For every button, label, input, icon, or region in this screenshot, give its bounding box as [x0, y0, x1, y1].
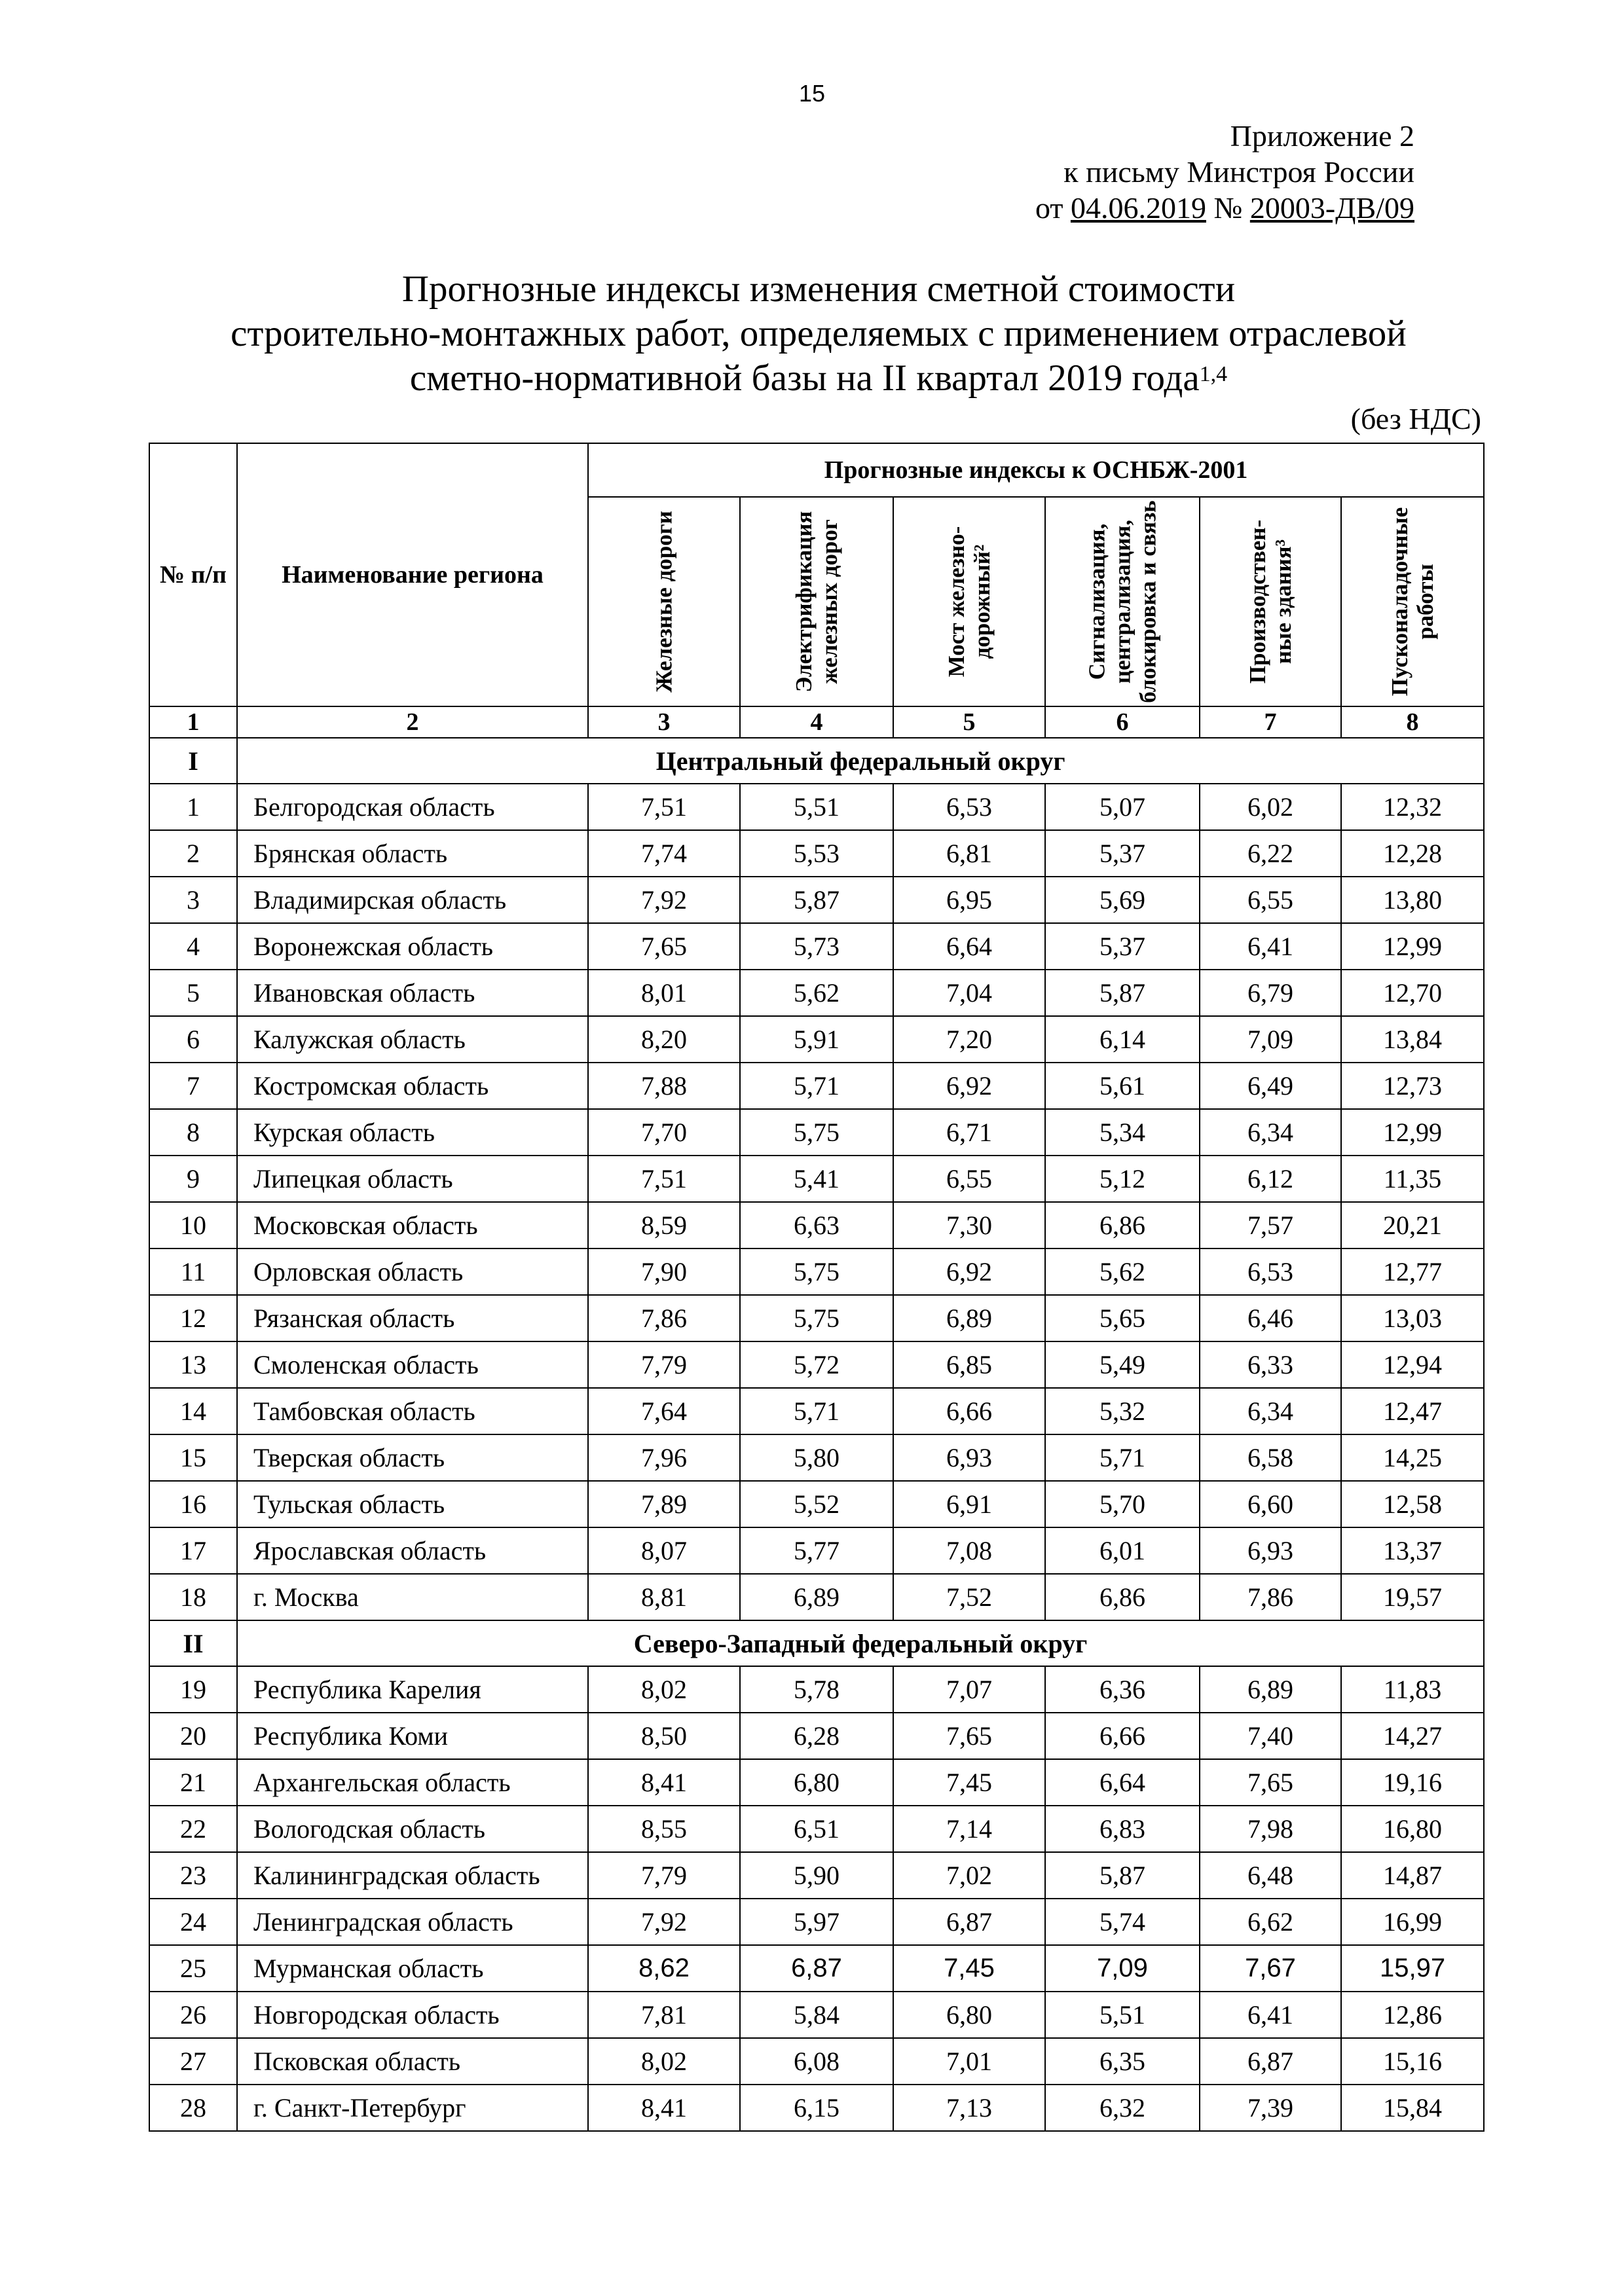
- index-value: 7,07: [893, 1666, 1045, 1713]
- region-name: Брянская область: [237, 830, 588, 877]
- column-number: 6: [1045, 706, 1200, 738]
- index-value: 12,28: [1341, 830, 1484, 877]
- index-value: 7,30: [893, 1202, 1045, 1248]
- index-value: 7,64: [588, 1388, 740, 1434]
- index-value: 6,22: [1200, 830, 1341, 877]
- index-value: 5,73: [740, 923, 893, 970]
- index-value: 6,62: [1200, 1899, 1341, 1945]
- region-name: Белгородская область: [237, 784, 588, 830]
- index-value: 6,85: [893, 1341, 1045, 1388]
- index-value: 6,34: [1200, 1388, 1341, 1434]
- index-value: 7,51: [588, 1156, 740, 1202]
- region-name: Архангельская область: [237, 1759, 588, 1806]
- index-value: 5,71: [740, 1063, 893, 1109]
- index-value: 6,93: [1200, 1527, 1341, 1574]
- index-value: 5,70: [1045, 1481, 1200, 1527]
- row-number: 16: [149, 1481, 237, 1527]
- region-name: Новгородская область: [237, 1992, 588, 2038]
- index-value: 6,51: [740, 1806, 893, 1852]
- index-value: 6,91: [893, 1481, 1045, 1527]
- index-table: [149, 443, 1485, 2132]
- index-value: 6,33: [1200, 1341, 1341, 1388]
- index-value: 13,03: [1341, 1295, 1484, 1341]
- row-number: 14: [149, 1388, 237, 1434]
- row-number: 17: [149, 1527, 237, 1574]
- table-row: [149, 923, 1484, 970]
- index-value: 6,66: [893, 1388, 1045, 1434]
- index-value: 16,80: [1341, 1806, 1484, 1852]
- column-number: 3: [588, 706, 740, 738]
- index-value: 7,01: [893, 2038, 1045, 2085]
- district-name: Северо-Западный федеральный округ: [237, 1620, 1484, 1666]
- index-value: 8,81: [588, 1574, 740, 1620]
- appendix-reference: [1035, 118, 1414, 226]
- index-value: 6,86: [1045, 1574, 1200, 1620]
- appendix-from: от: [1035, 191, 1071, 225]
- district-number: I: [149, 738, 237, 784]
- table-row: [149, 1109, 1484, 1156]
- column-number: 8: [1341, 706, 1484, 738]
- index-value: 5,75: [740, 1109, 893, 1156]
- row-number: 13: [149, 1341, 237, 1388]
- index-value: 7,09: [1200, 1016, 1341, 1063]
- index-value: 5,72: [740, 1341, 893, 1388]
- col-header-signalling: Сигнализация, централизация, блокировка и связь: [1045, 497, 1200, 706]
- region-name: г. Санкт-Петербург: [237, 2085, 588, 2131]
- col-header-industrial-buildings: Производствен-ные здания³: [1200, 497, 1341, 706]
- index-value: 8,02: [588, 2038, 740, 2085]
- row-number: 3: [149, 877, 237, 923]
- index-value: 5,87: [1045, 970, 1200, 1016]
- table-row: [149, 1063, 1484, 1109]
- appendix-line-3: [1035, 190, 1414, 226]
- index-value: 11,35: [1341, 1156, 1484, 1202]
- index-value: 7,09: [1045, 1945, 1200, 1992]
- region-name: Калужская область: [237, 1016, 588, 1063]
- index-value: 12,99: [1341, 923, 1484, 970]
- index-value: 15,84: [1341, 2085, 1484, 2131]
- row-number: 15: [149, 1434, 237, 1481]
- region-name: Калининградская область: [237, 1852, 588, 1899]
- index-value: 5,34: [1045, 1109, 1200, 1156]
- region-name: Ивановская область: [237, 970, 588, 1016]
- row-number: 24: [149, 1899, 237, 1945]
- index-value: 6,32: [1045, 2085, 1200, 2131]
- index-value: 5,90: [740, 1852, 893, 1899]
- index-value: 6,95: [893, 877, 1045, 923]
- row-number: 20: [149, 1713, 237, 1759]
- index-value: 19,16: [1341, 1759, 1484, 1806]
- index-value: 5,62: [740, 970, 893, 1016]
- index-value: 5,74: [1045, 1899, 1200, 1945]
- index-value: 12,94: [1341, 1341, 1484, 1388]
- index-value: 7,52: [893, 1574, 1045, 1620]
- index-value: 6,41: [1200, 1992, 1341, 2038]
- index-value: 7,96: [588, 1434, 740, 1481]
- index-value: 6,08: [740, 2038, 893, 2085]
- row-number: 28: [149, 2085, 237, 2131]
- index-value: 7,08: [893, 1527, 1045, 1574]
- index-value: 12,58: [1341, 1481, 1484, 1527]
- group-header: Прогнозные индексы к ОСНБЖ-2001: [588, 443, 1484, 497]
- index-value: 14,87: [1341, 1852, 1484, 1899]
- row-number: 6: [149, 1016, 237, 1063]
- index-value: 5,51: [1045, 1992, 1200, 2038]
- index-value: 6,58: [1200, 1434, 1341, 1481]
- index-value: 6,83: [1045, 1806, 1200, 1852]
- index-value: 7,65: [893, 1713, 1045, 1759]
- table-row: [149, 1156, 1484, 1202]
- row-number: 10: [149, 1202, 237, 1248]
- index-value: 7,20: [893, 1016, 1045, 1063]
- index-value: 5,84: [740, 1992, 893, 2038]
- index-value: 12,99: [1341, 1109, 1484, 1156]
- index-value: 6,92: [893, 1248, 1045, 1295]
- index-value: 7,86: [588, 1295, 740, 1341]
- index-value: 7,14: [893, 1806, 1045, 1852]
- index-value: 7,98: [1200, 1806, 1341, 1852]
- index-value: 7,90: [588, 1248, 740, 1295]
- index-value: 6,02: [1200, 784, 1341, 830]
- index-value: 7,40: [1200, 1713, 1341, 1759]
- appendix-line-1: Приложение 2: [1230, 119, 1414, 153]
- index-value: 5,97: [740, 1899, 893, 1945]
- index-value: 12,47: [1341, 1388, 1484, 1434]
- index-value: 7,81: [588, 1992, 740, 2038]
- table-row: [149, 1434, 1484, 1481]
- index-value: 5,07: [1045, 784, 1200, 830]
- index-value: 20,21: [1341, 1202, 1484, 1248]
- index-value: 5,12: [1045, 1156, 1200, 1202]
- table-row: [149, 1713, 1484, 1759]
- table-row: [149, 1016, 1484, 1063]
- row-number: 4: [149, 923, 237, 970]
- index-value: 5,75: [740, 1295, 893, 1341]
- table-row: [149, 1295, 1484, 1341]
- index-value: 5,80: [740, 1434, 893, 1481]
- region-name: Ярославская область: [237, 1527, 588, 1574]
- index-value: 5,71: [740, 1388, 893, 1434]
- index-value: 8,50: [588, 1713, 740, 1759]
- index-value: 5,87: [1045, 1852, 1200, 1899]
- index-value: 5,91: [740, 1016, 893, 1063]
- col-header-railways: Железные дороги: [588, 497, 740, 706]
- region-name: Республика Карелия: [237, 1666, 588, 1713]
- col-header-commissioning: Пусконаладочные работы: [1341, 497, 1484, 706]
- letter-date: 04.06.2019: [1070, 191, 1206, 225]
- index-value: 7,92: [588, 877, 740, 923]
- index-value: 6,81: [893, 830, 1045, 877]
- index-value: 5,77: [740, 1527, 893, 1574]
- table-row: [149, 1666, 1484, 1713]
- index-value: 7,67: [1200, 1945, 1341, 1992]
- index-value: 6,89: [1200, 1666, 1341, 1713]
- column-number-row: [149, 706, 1484, 738]
- index-value: 6,35: [1045, 2038, 1200, 2085]
- table-row: [149, 2085, 1484, 2131]
- index-value: 6,63: [740, 1202, 893, 1248]
- index-value: 6,64: [1045, 1759, 1200, 1806]
- index-value: 7,02: [893, 1852, 1045, 1899]
- index-value: 6,01: [1045, 1527, 1200, 1574]
- table-row: [149, 1945, 1484, 1992]
- index-value: 7,45: [893, 1945, 1045, 1992]
- index-value: 6,80: [893, 1992, 1045, 2038]
- index-value: 5,41: [740, 1156, 893, 1202]
- index-value: 6,55: [893, 1156, 1045, 1202]
- index-value: 6,49: [1200, 1063, 1341, 1109]
- index-value: 7,86: [1200, 1574, 1341, 1620]
- table-row: [149, 2038, 1484, 2085]
- region-name: Владимирская область: [237, 877, 588, 923]
- index-value: 19,57: [1341, 1574, 1484, 1620]
- table-row: [149, 1481, 1484, 1527]
- region-name: Воронежская область: [237, 923, 588, 970]
- index-value: 8,01: [588, 970, 740, 1016]
- index-value: 6,46: [1200, 1295, 1341, 1341]
- table-row: [149, 1341, 1484, 1388]
- district-name: Центральный федеральный округ: [237, 738, 1484, 784]
- page-number: 15: [798, 80, 826, 107]
- table-row: [149, 1899, 1484, 1945]
- index-value: 8,20: [588, 1016, 740, 1063]
- index-value: 6,15: [740, 2085, 893, 2131]
- index-value: 6,53: [893, 784, 1045, 830]
- index-value: 7,45: [893, 1759, 1045, 1806]
- index-value: 6,36: [1045, 1666, 1200, 1713]
- index-value: 6,41: [1200, 923, 1341, 970]
- index-value: 5,87: [740, 877, 893, 923]
- index-value: 15,97: [1341, 1945, 1484, 1992]
- index-value: 13,84: [1341, 1016, 1484, 1063]
- appendix-line-2: к письму Минстроя России: [1063, 155, 1414, 189]
- index-value: 5,49: [1045, 1341, 1200, 1388]
- district-row: [149, 738, 1484, 784]
- index-value: 12,70: [1341, 970, 1484, 1016]
- col-region-header: Наименование региона: [237, 443, 588, 706]
- title-footnote-marks: 1,4: [1199, 362, 1228, 386]
- table-row: [149, 1992, 1484, 2038]
- region-name: Тамбовская область: [237, 1388, 588, 1434]
- index-value: 6,86: [1045, 1202, 1200, 1248]
- title-line-3-text: сметно-нормативной базы на II квартал 2019 года: [409, 357, 1200, 399]
- column-number: 2: [237, 706, 588, 738]
- row-number: 22: [149, 1806, 237, 1852]
- region-name: Мурманская область: [237, 1945, 588, 1992]
- region-name: Псковская область: [237, 2038, 588, 2085]
- table-row: [149, 1806, 1484, 1852]
- index-value: 6,64: [893, 923, 1045, 970]
- index-value: 6,34: [1200, 1109, 1341, 1156]
- index-value: 6,48: [1200, 1852, 1341, 1899]
- region-name: Костромская область: [237, 1063, 588, 1109]
- index-value: 7,74: [588, 830, 740, 877]
- table-row: [149, 1202, 1484, 1248]
- index-value: 5,75: [740, 1248, 893, 1295]
- index-value: 7,79: [588, 1341, 740, 1388]
- row-number: 23: [149, 1852, 237, 1899]
- row-number: 27: [149, 2038, 237, 2085]
- index-value: 5,37: [1045, 830, 1200, 877]
- index-value: 6,55: [1200, 877, 1341, 923]
- region-name: г. Москва: [237, 1574, 588, 1620]
- index-value: 5,71: [1045, 1434, 1200, 1481]
- row-number: 8: [149, 1109, 237, 1156]
- table-row: [149, 1759, 1484, 1806]
- index-value: 7,92: [588, 1899, 740, 1945]
- col-header-railway-bridge: Мост железно-дорожный²: [893, 497, 1045, 706]
- title-line-3: [151, 356, 1486, 401]
- row-number: 9: [149, 1156, 237, 1202]
- index-value: 14,25: [1341, 1434, 1484, 1481]
- row-number: 1: [149, 784, 237, 830]
- region-name: Курская область: [237, 1109, 588, 1156]
- index-value: 6,93: [893, 1434, 1045, 1481]
- index-value: 6,87: [893, 1899, 1045, 1945]
- region-name: Тульская область: [237, 1481, 588, 1527]
- table-row: [149, 877, 1484, 923]
- index-value: 12,77: [1341, 1248, 1484, 1295]
- index-value: 7,65: [588, 923, 740, 970]
- index-value: 5,53: [740, 830, 893, 877]
- index-value: 5,65: [1045, 1295, 1200, 1341]
- column-number: 1: [149, 706, 237, 738]
- title-line-2: строительно-монтажных работ, определяемых с применением отраслевой: [231, 313, 1407, 354]
- column-number: 5: [893, 706, 1045, 738]
- index-value: 7,79: [588, 1852, 740, 1899]
- index-value: 5,78: [740, 1666, 893, 1713]
- index-value: 7,70: [588, 1109, 740, 1156]
- index-value: 6,71: [893, 1109, 1045, 1156]
- row-number: 18: [149, 1574, 237, 1620]
- row-number: 11: [149, 1248, 237, 1295]
- index-value: 7,88: [588, 1063, 740, 1109]
- table-row: [149, 1248, 1484, 1295]
- col-num-header: № п/п: [149, 443, 237, 706]
- table-row: [149, 1527, 1484, 1574]
- row-number: 2: [149, 830, 237, 877]
- row-number: 26: [149, 1992, 237, 2038]
- index-value: 7,04: [893, 970, 1045, 1016]
- index-value: 6,14: [1045, 1016, 1200, 1063]
- index-value: 14,27: [1341, 1713, 1484, 1759]
- index-value: 12,32: [1341, 784, 1484, 830]
- region-name: Республика Коми: [237, 1713, 588, 1759]
- letter-number: 20003-ДВ/09: [1249, 191, 1414, 225]
- index-value: 16,99: [1341, 1899, 1484, 1945]
- index-value: 8,62: [588, 1945, 740, 1992]
- title-line-1: Прогнозные индексы изменения сметной стоимости: [401, 268, 1236, 310]
- index-value: 5,52: [740, 1481, 893, 1527]
- index-value: 13,80: [1341, 877, 1484, 923]
- index-value: 6,89: [893, 1295, 1045, 1341]
- region-name: Московская область: [237, 1202, 588, 1248]
- region-name: Рязанская область: [237, 1295, 588, 1341]
- region-name: Смоленская область: [237, 1341, 588, 1388]
- document-title: [151, 267, 1486, 401]
- region-name: Вологодская область: [237, 1806, 588, 1852]
- index-value: 5,37: [1045, 923, 1200, 970]
- index-value: 7,51: [588, 784, 740, 830]
- row-number: 12: [149, 1295, 237, 1341]
- index-value: 6,89: [740, 1574, 893, 1620]
- index-value: 13,37: [1341, 1527, 1484, 1574]
- col-header-electrification: Электрификация железных дорог: [740, 497, 893, 706]
- index-value: 6,80: [740, 1759, 893, 1806]
- index-value: 12,86: [1341, 1992, 1484, 2038]
- row-number: 19: [149, 1666, 237, 1713]
- index-value: 15,16: [1341, 2038, 1484, 2085]
- number-sign: №: [1206, 191, 1250, 225]
- index-value: 11,83: [1341, 1666, 1484, 1713]
- region-name: Липецкая область: [237, 1156, 588, 1202]
- index-value: 12,73: [1341, 1063, 1484, 1109]
- district-row: [149, 1620, 1484, 1666]
- index-value: 5,51: [740, 784, 893, 830]
- index-value: 8,41: [588, 2085, 740, 2131]
- row-number: 7: [149, 1063, 237, 1109]
- index-value: 5,69: [1045, 877, 1200, 923]
- index-value: 6,28: [740, 1713, 893, 1759]
- index-value: 6,92: [893, 1063, 1045, 1109]
- table-row: [149, 1852, 1484, 1899]
- region-name: Орловская область: [237, 1248, 588, 1295]
- row-number: 25: [149, 1945, 237, 1992]
- region-name: Ленинградская область: [237, 1899, 588, 1945]
- row-number: 21: [149, 1759, 237, 1806]
- index-value: 6,60: [1200, 1481, 1341, 1527]
- table-row: [149, 970, 1484, 1016]
- table-row: [149, 1388, 1484, 1434]
- index-value: 6,53: [1200, 1248, 1341, 1295]
- index-value: 6,79: [1200, 970, 1341, 1016]
- table-body: [149, 738, 1484, 2131]
- index-value: 7,89: [588, 1481, 740, 1527]
- index-value: 6,87: [1200, 2038, 1341, 2085]
- index-value: 5,61: [1045, 1063, 1200, 1109]
- index-value: 8,59: [588, 1202, 740, 1248]
- index-value: 8,41: [588, 1759, 740, 1806]
- index-value: 5,62: [1045, 1248, 1200, 1295]
- region-name: Тверская область: [237, 1434, 588, 1481]
- vat-note: (без НДС): [1350, 402, 1481, 435]
- index-value: 7,65: [1200, 1759, 1341, 1806]
- district-number: II: [149, 1620, 237, 1666]
- row-number: 5: [149, 970, 237, 1016]
- column-number: 7: [1200, 706, 1341, 738]
- index-value: 6,87: [740, 1945, 893, 1992]
- index-value: 7,13: [893, 2085, 1045, 2131]
- index-value: 5,32: [1045, 1388, 1200, 1434]
- index-value: 6,66: [1045, 1713, 1200, 1759]
- index-value: 7,39: [1200, 2085, 1341, 2131]
- index-value: 7,57: [1200, 1202, 1341, 1248]
- table-row: [149, 1574, 1484, 1620]
- index-value: 6,12: [1200, 1156, 1341, 1202]
- column-number: 4: [740, 706, 893, 738]
- table-row: [149, 784, 1484, 830]
- table-row: [149, 830, 1484, 877]
- index-value: 8,02: [588, 1666, 740, 1713]
- index-value: 8,55: [588, 1806, 740, 1852]
- index-value: 8,07: [588, 1527, 740, 1574]
